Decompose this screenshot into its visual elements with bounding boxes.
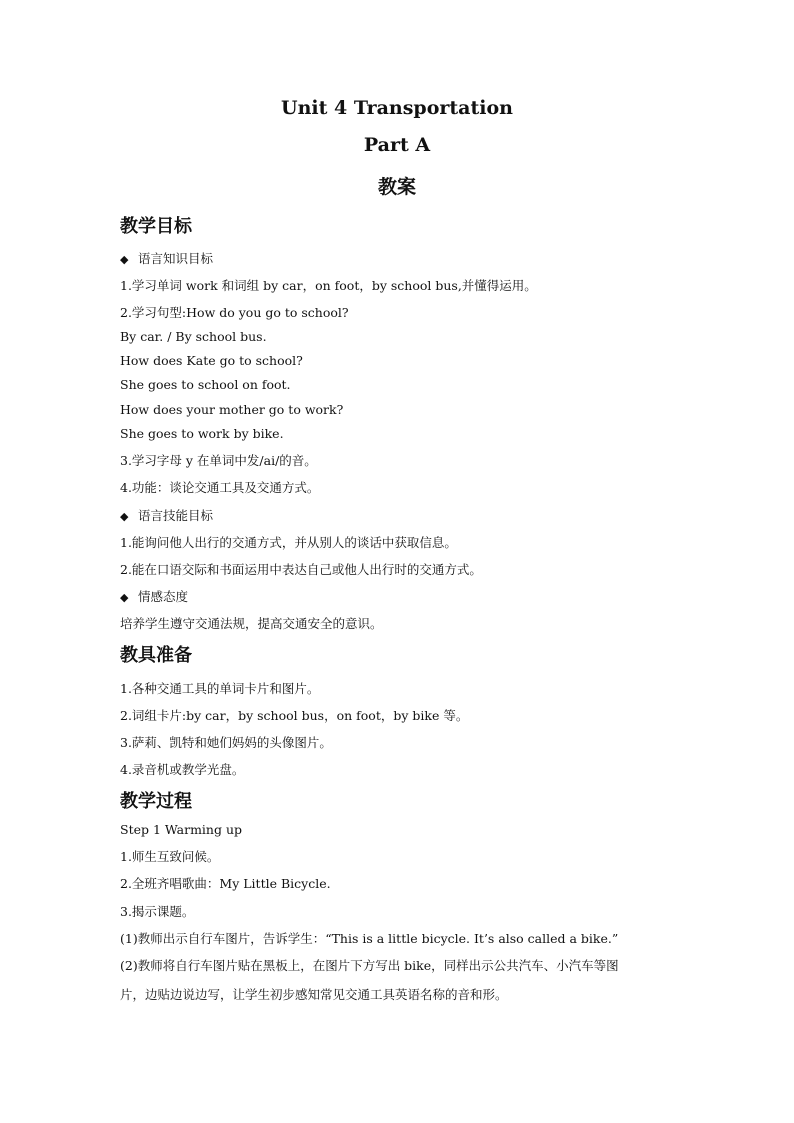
text-line: 3.萨莉、凯特和她们妈妈的头像图片。 <box>120 735 332 750</box>
text-line: 3.揭示课题。 <box>120 904 195 919</box>
bullet-language-knowledge: ◆ 语言知识目标 <box>120 251 214 266</box>
text-line: 4.录音机或教学光盘。 <box>120 762 245 777</box>
process-heading: 教学过程 <box>120 791 192 812</box>
text-line: She goes to work by bike. <box>120 426 284 441</box>
text-line: (2)教师将自行车图片贴在黑板上，在图片下方写出 bike，同样出示公共汽车、小汽车等图 <box>120 958 619 973</box>
text-line: 片，边贴边说边写，让学生初步感知常见交通工具英语名称的音和形。 <box>120 987 508 1002</box>
text-line: How does Kate go to school? <box>120 353 303 368</box>
part-title: Part A <box>363 134 431 156</box>
diamond-bullet-icon: ◆ <box>120 591 129 604</box>
text-line: Step 1 Warming up <box>120 822 243 837</box>
text-line: 2.词组卡片:by car，by school bus，on foot，by bike 等。 <box>120 708 469 723</box>
bullet-attitude: ◆ 情感态度 <box>120 589 189 604</box>
text-line: 培养学生遵守交通法规，提高交通安全的意识。 <box>120 616 383 631</box>
unit-title: Unit 4 Transportation <box>281 97 513 119</box>
text-line: 1.师生互致问候。 <box>120 849 220 864</box>
text-line: She goes to school on foot. <box>120 377 291 392</box>
diamond-bullet-icon: ◆ <box>120 510 129 523</box>
objectives-heading: 教学目标 <box>120 216 192 237</box>
text-line: 2.能在口语交际和书面运用中表达自己或他人出行时的交通方式。 <box>120 562 482 577</box>
text-line: How does your mother go to work? <box>120 402 344 417</box>
text-line: 4.功能：谈论交通工具及交通方式。 <box>120 480 320 495</box>
bullet-language-skills: ◆ 语言技能目标 <box>120 508 214 523</box>
text-line: 3.学习字母 y 在单词中发/ai/的音。 <box>120 453 317 468</box>
text-line: 1.能询问他人出行的交通方式，并从别人的谈话中获取信息。 <box>120 535 457 550</box>
text-line: (1)教师出示自行车图片，告诉学生：“This is a little bicycle. It’s also called a bike.” <box>120 931 619 946</box>
doc-type-title: 教案 <box>377 176 416 198</box>
text-line: 1.学习单词 work 和词组 by car，on foot，by school bus,并懂得运用。 <box>120 278 537 293</box>
text-line: By car. / By school bus. <box>120 329 267 344</box>
diamond-bullet-icon: ◆ <box>120 253 129 266</box>
materials-heading: 教具准备 <box>120 645 192 666</box>
text-line: 1.各种交通工具的单词卡片和图片。 <box>120 681 320 696</box>
text-line: 2.学习句型:How do you go to school? <box>120 305 349 320</box>
text-line: 2.全班齐唱歌曲：My Little Bicycle. <box>120 876 331 891</box>
